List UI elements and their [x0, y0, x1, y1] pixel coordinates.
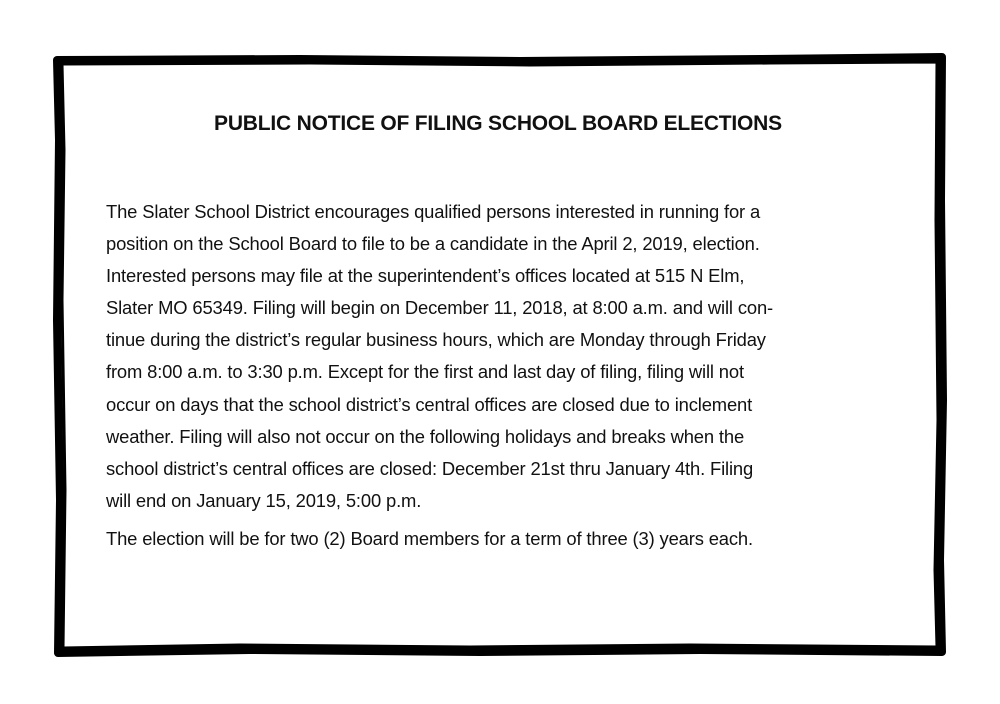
paragraph-line: weather. Filing will also not occur on the following holidays and breaks when the [106, 425, 745, 447]
paragraph-line: occur on days that the school district’s central offices are closed due to inclement [106, 393, 753, 415]
paragraph-line: will end on January 15, 2019, 5:00 p.m. [106, 489, 422, 511]
paragraph-line: Interested persons may file at the superintendent’s offices located at 515 N Elm, [106, 265, 745, 287]
notice-paragraph-election-terms [106, 523, 886, 555]
paragraph-line: The election will be for two (2) Board members for a term of three (3) years each. [106, 527, 753, 549]
paragraph-line: tinue during the district’s regular business hours, which are Monday through Friday [106, 329, 766, 351]
notice-title: PUBLIC NOTICE OF FILING SCHOOL BOARD ELECTIONS [214, 112, 782, 135]
paragraph-line: school district’s central offices are closed: December 21st thru January 4th. Filing [106, 457, 754, 479]
notice-paragraph-filing-details [106, 196, 886, 517]
notice-body [106, 104, 886, 555]
paragraph-line: The Slater School District encourages qualified persons interested in running for a [106, 201, 761, 222]
paragraph-line: Slater MO 65349. Filing will begin on December 11, 2018, at 8:00 a.m. and will con- [106, 297, 773, 319]
paragraph-line: position on the School Board to file to be a candidate in the April 2, 2019, election. [106, 233, 760, 255]
paragraph-line: from 8:00 a.m. to 3:30 p.m. Except for the first and last day of filing, filing will not [106, 361, 744, 383]
